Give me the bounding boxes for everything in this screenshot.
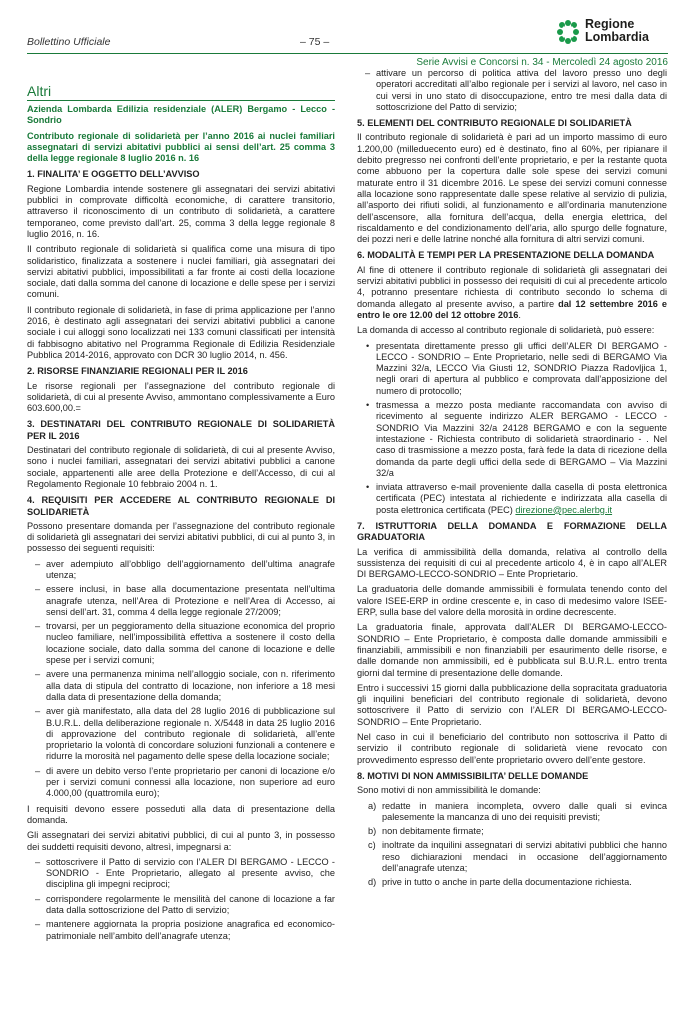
left-column bbox=[27, 83, 335, 946]
organization-name: Azienda Lombarda Edilizia residenziale (ALER) Bergamo - Lecco - Sondrio bbox=[27, 104, 335, 126]
deadline-text: dal 12 settembre 2016 e entro le ore 12.00 del 12 ottobre 2016 bbox=[357, 298, 667, 320]
series-info: Serie Avvisi e Concorsi n. 34 - Mercoledì 24 agosto 2016 bbox=[416, 57, 668, 68]
list-item: d) prive in tutto o anche in parte della documentazione richiesta. bbox=[368, 877, 632, 888]
paragraph: Nel caso in cui il beneficiario del contributo non sottoscriva il Patto di servizio il contributo regionale di solidarietà viene revocato con provvedimento espresso dell’ente proprietario ovvero dell’ente gestore. bbox=[357, 732, 667, 765]
rosa-camuna-icon bbox=[556, 19, 580, 45]
list-item: – trovarsi, per un peggioramento della situazione economica del proprio nucleo familiare, nell’impossibilità effettiva a sostenere il costo della locazione sociale, dato dalla somma del canone di locazione e delle spese per i servizi comuni; bbox=[27, 621, 335, 666]
pec-email-link[interactable]: direzione@pec.alerbg.it bbox=[515, 504, 613, 515]
section-heading-5: 5. ELEMENTI DEL CONTRIBUTO REGIONALE DI SOLIDARIETÀ bbox=[357, 118, 632, 129]
section-label: Altri bbox=[27, 83, 335, 101]
paragraph: Il contributo regionale di solidarietà si qualifica come una misura di tipo solidaristico, finalizzata a sostenere i nuclei familiari, già assegnatari dei servizi abitativi pubblici, impossibilitati a far fronte ai costi della locazione sociale, dati dalla somma del canone di locazione e delle spese per i servizi comuni. bbox=[27, 244, 335, 300]
paragraph: La domanda di accesso al contributo regionale di solidarietà, può essere: bbox=[357, 325, 655, 336]
list-item: • inviata attraverso e-mail proveniente dalla casella di posta elettronica certificata (PEC) intestata al richiedente e indirizzata alla casella di posta elettronica certificata (PEC) direzione@pec.alerbg.it bbox=[357, 482, 667, 516]
commitments-list-continued bbox=[357, 68, 667, 113]
header-rule bbox=[27, 53, 668, 54]
list-item: – di avere un debito verso l’ente proprietario per canoni di locazione e/o per i servizi comuni connessi alla locazione, non superiore ad euro 4.000,00 (quattromila euro); bbox=[27, 766, 335, 800]
logo-line-1: Regione bbox=[585, 17, 635, 31]
paragraph: Il contributo regionale di solidarietà, in fase di prima applicazione per l’anno 2016, è destinato agli assegnatari dei servizi abitativi pubblici a canone sociale i cui alloggi sono localizzati nei 133 comuni classificati per intensità di fabbisogno abitativo nel Programma Regionale di Edilizia Residenziale Pubblica 2014-2016, approvato con DCR 30 luglio 2014, n. 456. bbox=[27, 304, 335, 360]
submission-methods-list bbox=[357, 341, 667, 516]
list-item: • trasmessa a mezzo posta mediante raccomandata con avviso di ricevimento al seguente indirizzo ALER BERGAMO - LECCO - SONDRIO Via Mazzini 32/a 24128 BERGAMO e con la seguente intestazione - Richiesta contributo di solidarietà straordinario - . Nel caso di trasmissione a mezzo posta, farà fede la data di ricezione della domanda da parte degli uffici della sede di BERGAMO – Via Mazzini 32/a bbox=[357, 400, 667, 479]
right-column bbox=[357, 68, 667, 893]
list-item: • presentata direttamente presso gli uffici dell’ALER DI BERGAMO - LECCO - SONDRIO – Ente Proprietario, nelle sedi di BERGAMO Via Mazzini 32/a, LECCO Via Giusti 12, SONDRIO Piazza Radovljica 1, negli orari di apertura al pubblico e comprovata dall’apposizione del numero di protocollo; bbox=[357, 341, 667, 397]
paragraph: La graduatoria delle domande ammissibili è formulata tenendo conto del valore ISEE-ERP in ordine crescente e, in caso di medesimo valore ISEE-ERP, sulla base del valore della morosità in ordine decrescente. bbox=[357, 584, 667, 618]
list-item: a) redatte in maniera incompleta, ovvero dalle quali si evinca palesemente la mancanza di uno dei requisiti previsti; bbox=[368, 800, 667, 822]
section-heading-1: 1. FINALITA’ E OGGETTO DELL’AVVISO bbox=[27, 169, 200, 180]
list-item: – essere inclusi, in base alla documentazione presentata nell’ultima anagrafe utenza, nell’Area di Protezione e nell’Area di Accesso, ai sensi dell’art. 31, comma 4 della legge regionale 27/2009; bbox=[27, 584, 335, 618]
list-item: – sottoscrivere il Patto di servizio con l’ALER DI BERGAMO - LECCO - SONDRIO - Ente Proprietario, allegato al presente avviso, che disciplina gli impegni reciproci; bbox=[27, 857, 335, 891]
commitments-list bbox=[27, 857, 335, 942]
list-item: – aver adempiuto all’obbligo dell’aggiornamento dell’ultima anagrafe utenza; bbox=[27, 559, 335, 582]
paragraph: Il contributo regionale di solidarietà è pari ad un importo massimo di euro 1.200,00 (milleduecento euro) ed è destinato, fino al 60%, per ripianare il debito pregresso nei confronti dell’ente proprietario, e per la restante quota come abbuono per la copertura dalle sole spese dei servizi comuni maturate entro il 31 dicembre 2016. Le spese dei servizi comuni connesse alla locazione sono rappresentate dalle spese relative al servizio di pulizia, all’asporto dei rifiuti solidi, al funzionamento e all’ordinaria manutenzione dell’ascensore, alla fornitura dell’acqua, della energia elettrica, del riscaldamento e del condizionamento dell’aria, allo spurgo delle fognature, dei pozzi neri e delle latrine nonché alla fornitura di altri servizi comuni. bbox=[357, 132, 667, 245]
section-heading-8: 8. MOTIVI DI NON AMMISSIBILITA’ DELLE DOMANDE bbox=[357, 770, 589, 781]
list-item: b) non debitamente firmate; bbox=[368, 826, 484, 837]
bulletin-title: Bollettino Ufficiale bbox=[27, 36, 111, 48]
section-heading-6: 6. MODALITÀ E TEMPI PER LA PRESENTAZIONE DELLA DOMANDA bbox=[357, 250, 655, 261]
paragraph: La verifica di ammissibilità della domanda, relativa al controllo della sussistenza dei requisiti di cui al precedente articolo 4, è in capo all’ALER DI BERGAMO-LECCO-SONDRIO – Ente Proprietario. bbox=[357, 546, 667, 580]
section-heading-3: 3. DESTINATARI DEL CONTRIBUTO REGIONALE DI SOLIDARIETÀ PER IL 2016 bbox=[27, 419, 335, 441]
section-heading-4: 4. REQUISITI PER ACCEDERE AL CONTRIBUTO REGIONALE DI SOLIDARIETÀ bbox=[27, 495, 335, 517]
paragraph: Entro i successivi 15 giorni dalla pubblicazione della sopracitata graduatoria gli inquilini beneficiari del contributo regionale di solidarietà, devono sottoscrivere il Patto di servizio con l’ALER DI BERGAMO-LECCO-SONDRIO – Ente Proprietario. bbox=[357, 682, 667, 727]
paragraph: Possono presentare domanda per l’assegnazione del contributo regionale di solidarietà gli assegnatari dei servizi abitativi pubblici, di cui al punto 3, in possesso dei seguenti requisiti: bbox=[27, 520, 335, 554]
list-item: – corrispondere regolarmente le mensilità del canone di locazione a far data dalla sottoscrizione del Patto di servizio; bbox=[27, 894, 335, 917]
paragraph: Gli assegnatari dei servizi abitativi pubblici, di cui al punto 3, in possesso dei suddetti requisiti devono, altresì, impegnarsi a: bbox=[27, 830, 335, 852]
section-heading-2: 2. RISORSE FINANZIARIE REGIONALI PER IL 2016 bbox=[27, 366, 248, 377]
regione-lombardia-logo bbox=[556, 18, 674, 48]
paragraph: La graduatoria finale, approvata dall’ALER DI BERGAMO-LECCO-SONDRIO – Ente Proprietario, è composta dalle domande ammissibili e finanziabili, ammissibili e non finanziabili per esaurimento delle risorse, e dalle domande non ammissibili, ed è pubblicata sul B.U.R.L. entro trenta giorni dal termine di presentazione delle domande. bbox=[357, 622, 667, 678]
notice-title: Contributo regionale di solidarietà per l’anno 2016 ai nuclei familiari assegnatari di servizi abitativi pubblici ai sensi dell’art. 25 comma 3 della legge regionale 8 luglio 2016 n. 16 bbox=[27, 130, 335, 164]
paragraph: Regione Lombardia intende sostenere gli assegnatari dei servizi abitativi pubblici in comprovate difficoltà economiche, di carattere transitorio, attraverso il riconoscimento di un contributo di solidarietà, a carattere temporaneo, come previsto dall’art. 25, comma 3 della legge regionale 8 luglio 2016, n. 16. bbox=[27, 183, 335, 239]
list-item: – attivare un percorso di politica attiva del lavoro presso uno degli operatori accreditati all’albo regionale per i servizi al lavoro, nel caso in cui versi in uno stato di disoccupazione, entro tre mesi dalla data di sottoscrizione del Patto di servizio; bbox=[357, 68, 667, 113]
paragraph: I requisiti devono essere posseduti alla data di presentazione della domanda. bbox=[27, 803, 335, 825]
paragraph: Al fine di ottenere il contributo regionale di solidarietà gli assegnatari dei servizi abitativi pubblici in possesso dei requisiti di cui al precedente articolo 4, potranno presentare richiesta di contributo secondo lo schema di domanda allegato al presente avviso, a partire dal 12 settembre 2016 e entro le ore 12.00 del 12 ottobre 2016. bbox=[357, 264, 667, 320]
list-item: – mantenere aggiornata la propria posizione anagrafica ed economico- patrimoniale nell’ambito dell’anagrafe utenza; bbox=[27, 919, 335, 942]
section-heading-7: 7. ISTRUTTORIA DELLA DOMANDA E FORMAZIONE DELLA GRADUATORIA bbox=[357, 520, 667, 543]
page-number: – 75 – bbox=[300, 36, 330, 48]
list-item: – avere una permanenza minima nell’alloggio sociale, con n. riferimento alla data di stipula del contratto di locazione, non inferiore a 18 mesi dalla data di presentazione della domanda; bbox=[27, 669, 335, 703]
requirements-list bbox=[27, 559, 335, 800]
list-item: c) inoltrate da inquilini assegnatari di servizi abitativi pubblici che hanno reso dichiarazioni mendaci in occasione dell’aggiornamento dell’anagrafe utenza; bbox=[368, 840, 667, 873]
logo-line-2: Lombardia bbox=[585, 30, 649, 44]
paragraph: Destinatari del contributo regionale di solidarietà, di cui al presente Avviso, sono i nuclei familiari, assegnatari dei servizi abitativi pubblici a canone sociale, appartenenti alle aree della Protezione e dell’Accesso, di cui al Regolamento Regionale 10 febbraio 2004 n. 1. bbox=[27, 445, 335, 489]
paragraph: Sono motivi di non ammissibilità le domande: bbox=[357, 785, 541, 796]
paragraph: Le risorse regionali per l’assegnazione del contributo regionale di solidarietà, di cui al presente Avviso, ammontano complessivamente a Euro 603.600,00.= bbox=[27, 380, 335, 414]
list-item: – aver già manifestato, alla data del 28 luglio 2016 di pubblicazione sul B.U.R.L. della deliberazione regionale n. X/5448 in data 25 luglio 2016 di approvazione del contributo regionale di solidarietà, all’ente proprietario la volontà di concordare soluzioni funzionali a contenere e ridurre la morosità nel pagamento delle spese della locazione sociale; bbox=[27, 706, 335, 762]
inadmissibility-list bbox=[357, 801, 667, 889]
